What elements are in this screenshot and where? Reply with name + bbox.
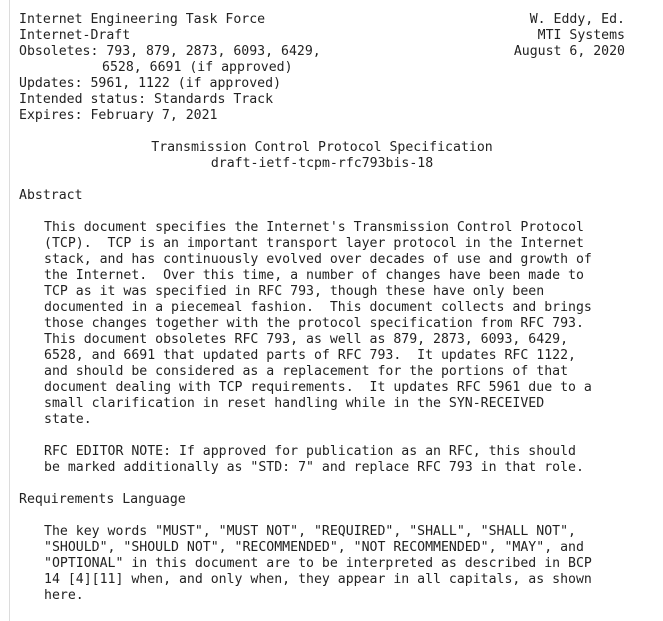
header-obsoletes: Obsoletes: 793, 879, 2873, 6093, 6429,: [19, 44, 321, 59]
header-updates: Updates: 5961, 1122 (if approved): [19, 76, 282, 91]
requirements-line: The key words "MUST", "MUST NOT", "REQUIRED", "SHALL", "SHALL NOT",: [44, 524, 576, 539]
header-affiliation: MTI Systems: [537, 28, 625, 43]
abstract-line: state.: [44, 412, 92, 427]
abstract-line: the Internet. Over this time, a number of changes have been made to: [44, 268, 584, 283]
abstract-heading: Abstract: [19, 188, 83, 203]
abstract-line: small clarification in reset handling while in the SYN-RECEIVED: [44, 396, 545, 411]
header-author: W. Eddy, Ed.: [529, 12, 625, 27]
left-border-rule: [9, 0, 10, 621]
abstract-line: documented in a piecemeal fashion. This document collects and brings: [44, 300, 592, 315]
document-title: Transmission Control Protocol Specification: [151, 140, 493, 155]
header-obsoletes-continued: 6528, 6691 (if approved): [102, 60, 293, 75]
abstract-line: TCP as it was specified in RFC 793, though these have only been: [44, 284, 545, 299]
header-doc-type: Internet-Draft: [19, 28, 131, 43]
header-row-2: [19, 28, 625, 44]
rfc-editor-note-line: be marked additionally as "STD: 7" and replace RFC 793 in that role.: [44, 460, 584, 475]
header-row-1: [19, 12, 625, 28]
rfc-editor-note-line: RFC EDITOR NOTE: If approved for publication as an RFC, this should: [44, 444, 576, 459]
abstract-line: This document obsoletes RFC 793, as well as 879, 2873, 6093, 6429,: [44, 332, 569, 347]
abstract-line: stack, and has continuously evolved over decades of use and growth of: [44, 252, 592, 267]
header-organization: Internet Engineering Task Force: [19, 12, 266, 27]
abstract-line: and should be considered as a replacement for the portions of that: [44, 364, 569, 379]
requirements-heading: Requirements Language: [19, 492, 186, 507]
abstract-line: This document specifies the Internet's Transmission Control Protocol: [44, 220, 584, 235]
requirements-line: "OPTIONAL" in this document are to be interpreted as described in BCP: [44, 556, 592, 571]
requirements-line: 14 [4][11] when, and only when, they appear in all capitals, as shown: [44, 572, 592, 587]
header-row-3: [19, 44, 625, 60]
requirements-line: "SHOULD", "SHOULD NOT", "RECOMMENDED", "NOT RECOMMENDED", "MAY", and: [44, 540, 584, 555]
abstract-line: 6528, and 6691 that updated parts of RFC 793. It updates RFC 1122,: [44, 348, 576, 363]
abstract-line: those changes together with the protocol specification from RFC 793.: [44, 316, 584, 331]
requirements-line: here.: [44, 588, 84, 603]
abstract-line: document dealing with TCP requirements. It updates RFC 5961 due to a: [44, 380, 592, 395]
draft-name: draft-ietf-tcpm-rfc793bis-18: [210, 156, 434, 171]
abstract-line: (TCP). TCP is an important transport layer protocol in the Internet: [44, 236, 584, 251]
header-intended-status: Intended status: Standards Track: [19, 92, 274, 107]
header-date: August 6, 2020: [513, 44, 625, 59]
rfc-document-body: [19, 12, 625, 604]
header-expires: Expires: February 7, 2021: [19, 108, 218, 123]
